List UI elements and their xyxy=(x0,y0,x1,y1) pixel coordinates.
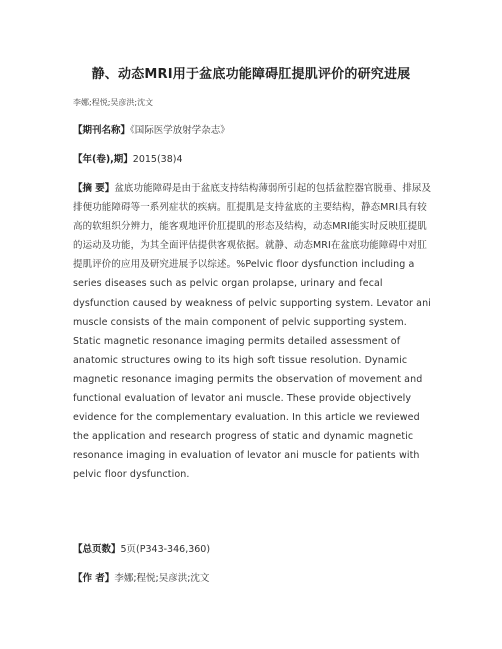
total-pages-field xyxy=(73,540,433,559)
journal-label: 【期刊名称】 xyxy=(73,125,131,136)
authors-label: 【作 者】 xyxy=(73,573,115,584)
year-issue-value: 2015(38)4 xyxy=(132,154,183,165)
year-issue-label: 【年(卷),期】 xyxy=(73,154,133,165)
journal-value: 《国际医学放射学杂志》 xyxy=(130,125,230,136)
authors-value: 李娜;程悦;吴彦洪;沈文 xyxy=(114,573,210,584)
year-issue-field xyxy=(73,150,433,169)
journal-field xyxy=(73,121,433,140)
abstract-text: 盆底功能障碍是由于盆底支持结构薄弱所引起的包括盆腔器官脱垂、排尿及排便功能障碍等一系列症状的疾病。肛提肌是支持盆底的主要结构，静态MRI具有较高的软组织分辨力，能客观地评价肛提肌的形态及结构，动态MRI能实时反映肛提肌的运动及功能，为其全面评估提供客观依据。就静、动态MRI在盆底功能障碍中对肛提肌评价的应用及研究进展予以综述。%Pelvic floor dysfunction including a series diseases such as pelvic organ prolapse, urinary and fecal dysfunction caused by weakness of pelvic supporting system. Levator ani muscle consists of the main component of pelvic supporting system. Static magnetic resonance imaging permits detailed assessment of anatomic structures owing to its high soft tissue resolution. Dynamic magnetic resonance imaging permits the observation of movement and functional evaluation of levator ani muscle. These provide objectively evidence for the complementary evaluation. In this article we reviewed the application and research progress of static and dynamic magnetic resonance imaging in evaluation of levator ani muscle for patients with pelvic floor dysfunction. xyxy=(73,183,432,481)
authors-field xyxy=(73,569,433,588)
abstract-label: 【摘 要】 xyxy=(73,183,115,194)
document-title: 静、动态MRI用于盆底功能障碍肛提肌评价的研究进展 xyxy=(91,67,411,82)
abstract-field xyxy=(73,179,433,485)
total-pages-value: 5页(P343-346,360) xyxy=(120,544,211,555)
total-pages-label: 【总页数】 xyxy=(73,544,121,555)
author-byline: 李娜;程悦;吴彦洪;沈文 xyxy=(73,98,154,107)
